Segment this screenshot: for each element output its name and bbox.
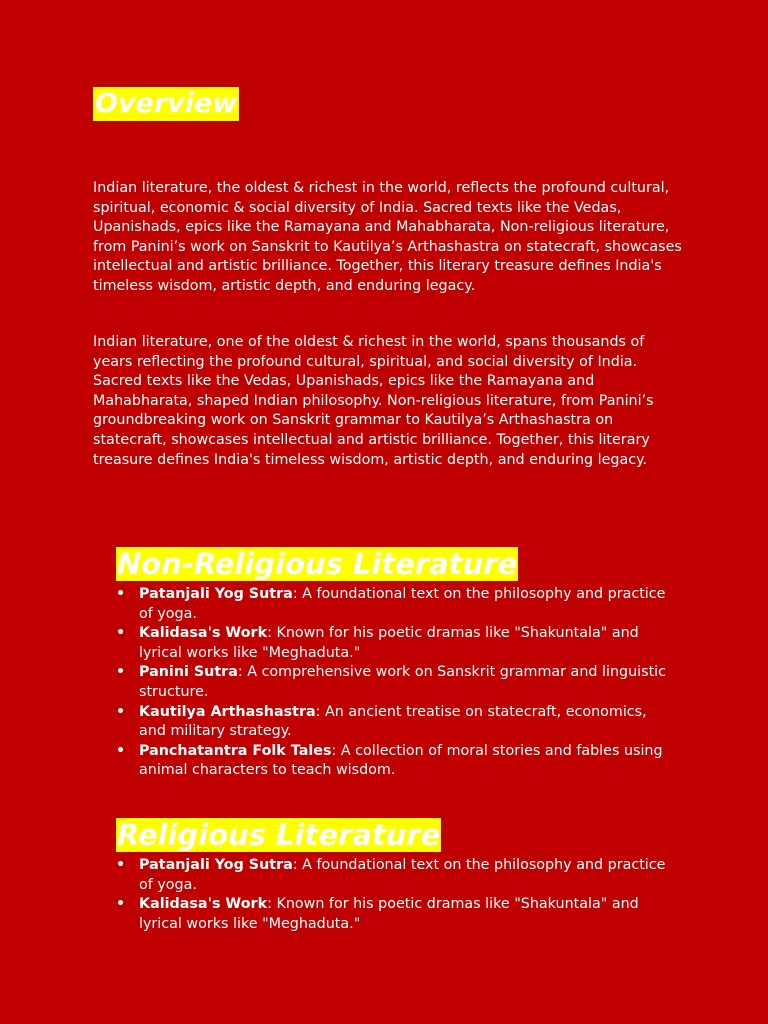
list-item-desc: : A foundational text on the philosophy and practice of yoga. [139, 586, 666, 622]
list-item [116, 663, 676, 702]
list-item [116, 624, 676, 663]
list-item-desc: : An ancient treatise on statecraft, economics, and military strategy. [139, 703, 647, 740]
list-item [116, 585, 676, 624]
religious-list [116, 856, 676, 934]
bullet-icon: • [116, 857, 126, 873]
overview-heading: Overview [95, 88, 238, 119]
bullet-icon: • [116, 625, 126, 642]
non-religious-heading: Non-Religious Literature [117, 547, 518, 581]
list-item-term: Patanjali Yog Sutra [139, 857, 293, 873]
list-item [116, 742, 676, 781]
list-item-term: Panchatantra Folk Tales [139, 742, 332, 759]
list-item-desc: : Known for his poetic dramas like "Shakuntala" and lyrical works like "Meghaduta." [139, 625, 639, 661]
overview-paragraph-1: Indian literature, the oldest & richest in the world, reflects the profound cultural, spiritual, economic & social diversity of India. Sacred texts like the Vedas, Upanishads, epics like the Ramayana and Mahabharata, Non-religious literature, from Panini’s work on Sanskrit to Kautilya’s Arthashastra on statecraft, showcases intellectual and artistic brilliance. Together, this literary treasure defines India's timeless wisdom, artistic depth, and enduring legacy. [93, 180, 682, 294]
bullet-icon: • [116, 664, 126, 681]
non-religious-list [116, 585, 676, 781]
bullet-icon: • [116, 703, 126, 720]
list-item-term: Panini Sutra [139, 664, 238, 681]
list-item [116, 703, 676, 742]
overview-paragraph-2: Indian literature, one of the oldest & richest in the world, spans thousands of years reflecting the profound cultural, spiritual, and social diversity of India. Sacred texts like the Vedas, Upanishads, epics like the Ramayana and Mahabharata, shaped Indian philosophy. Non-religious literature, from Panini’s groundbreaking work on Sanskrit grammar to Kautilya’s Arthashastra on statecraft, showcases intellectual and artistic brilliance. Together, this literary treasure defines India's timeless wisdom, artistic depth, and enduring legacy. [93, 334, 654, 468]
list-item-desc: : A comprehensive work on Sanskrit grammar and linguistic structure. [139, 664, 667, 700]
list-item [116, 856, 676, 895]
list-item-term: Kalidasa's Work [139, 896, 268, 913]
list-item [116, 895, 676, 934]
list-item-term: Kautilya Arthashastra [139, 703, 316, 720]
list-item-desc: : A collection of moral stories and fables using animal characters to teach wisdom. [139, 742, 663, 779]
list-item-desc: : Known for his poetic dramas like "Shakuntala" and lyrical works like "Meghaduta." [139, 896, 639, 932]
religious-heading: Religious Literature [117, 818, 441, 852]
list-item-desc: : A foundational text on the philosophy and practice of yoga. [139, 857, 666, 893]
bullet-icon: • [116, 896, 126, 913]
bullet-icon: • [116, 742, 126, 759]
list-item-term: Kalidasa's Work [139, 625, 268, 642]
bullet-icon: • [116, 586, 126, 602]
list-item-term: Patanjali Yog Sutra [139, 586, 293, 602]
